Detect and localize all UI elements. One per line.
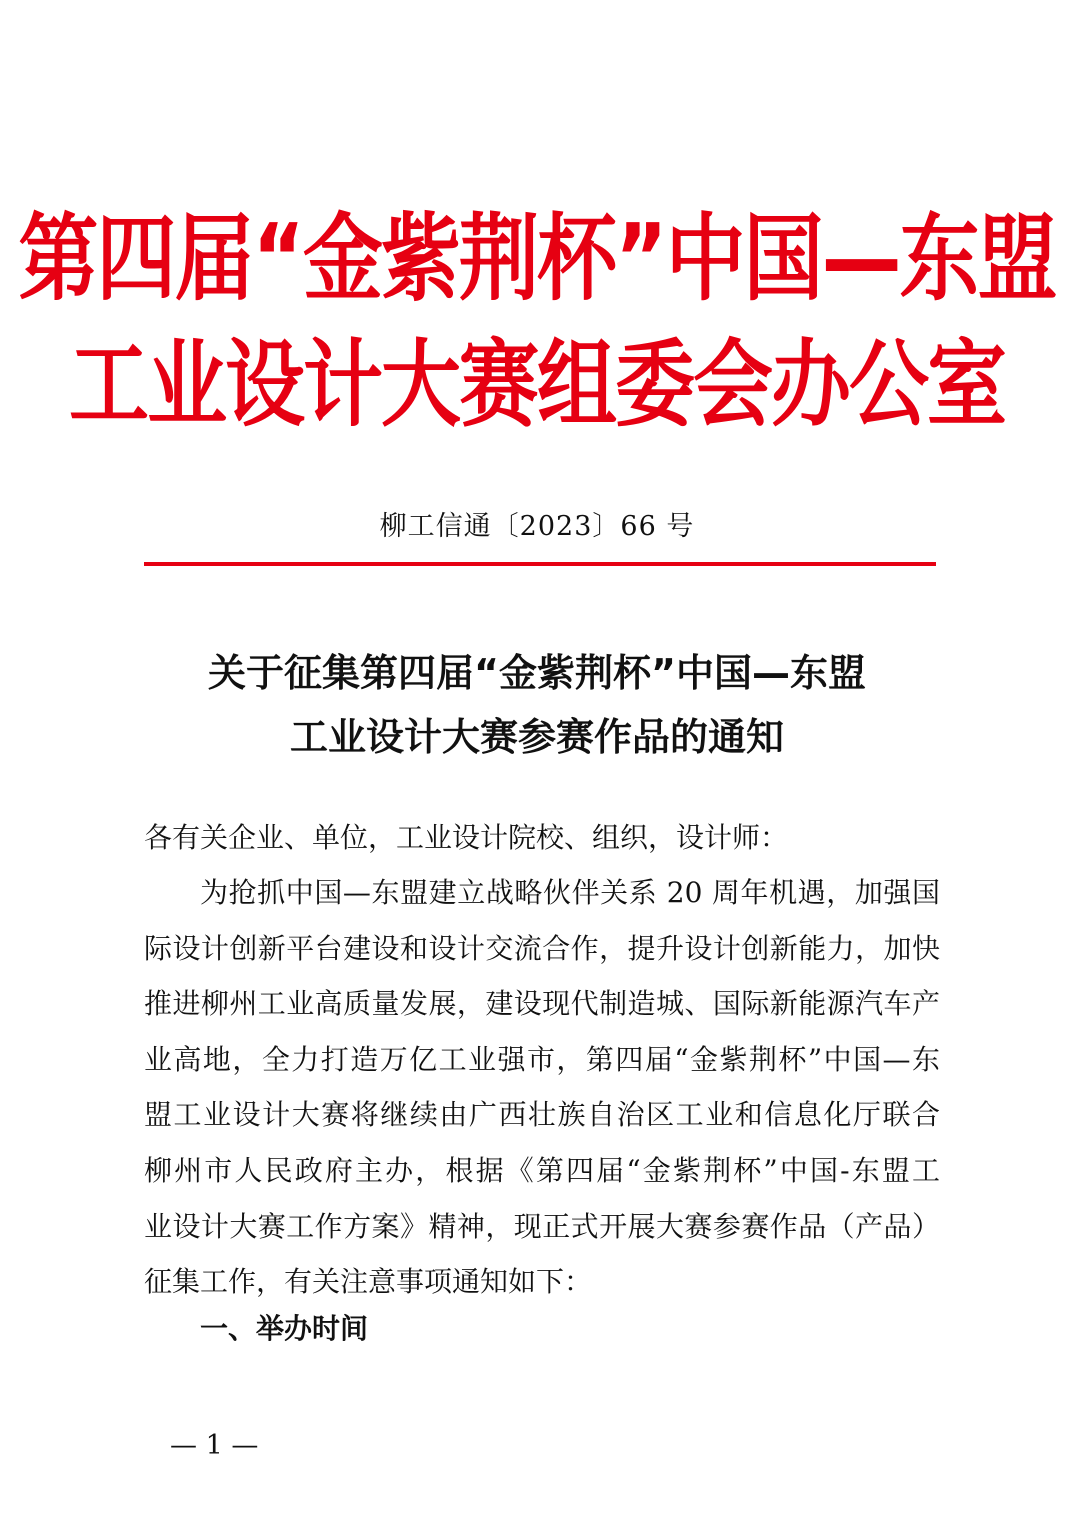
red-divider-line xyxy=(144,562,936,566)
paragraph-line: 盟工业设计大赛将继续由广西壮族自治区工业和信息化厅联合 xyxy=(144,1098,940,1132)
paragraph-line: 业设计大赛工作方案》精神，现正式开展大赛参赛作品（产品） xyxy=(144,1209,940,1243)
section-heading: 一、举办时间 xyxy=(200,1312,369,1345)
page-number: — 1 — xyxy=(170,1430,259,1461)
paragraph-line: 征集工作，有关注意事项通知如下： xyxy=(144,1265,593,1299)
issuer-title-line-1: 第四届“金紫荆杯”中国—东盟 xyxy=(18,203,1056,314)
notice-title-line-2: 工业设计大赛参赛作品的通知 xyxy=(289,715,784,759)
paragraph-line: 际设计创新平台建设和设计交流合作，提升设计创新能力，加快 xyxy=(144,931,940,965)
paragraph-line: 业高地，全力打造万亿工业强市，第四届“金紫荆杯”中国—东 xyxy=(144,1042,940,1076)
paragraph-line: 为抢抓中国—东盟建立战略伙伴关系 20 周年机遇，加强国 xyxy=(200,876,940,909)
notice-title-line-1: 关于征集第四届“金紫荆杯”中国—东盟 xyxy=(208,651,866,695)
body-paragraph xyxy=(144,865,940,1310)
paragraph-line: 柳州市人民政府主办，根据《第四届“金紫荆杯”中国-东盟工 xyxy=(144,1153,940,1187)
document-number: 柳工信通〔2023〕66 号 xyxy=(379,511,695,542)
issuer-title-line-2: 工业设计大赛组委会办公室 xyxy=(69,329,1005,440)
salutation: 各有关企业、单位，工业设计院校、组织，设计师： xyxy=(144,821,789,854)
paragraph-line: 推进柳州工业高质量发展，建设现代制造城、国际新能源汽车产 xyxy=(144,987,940,1021)
